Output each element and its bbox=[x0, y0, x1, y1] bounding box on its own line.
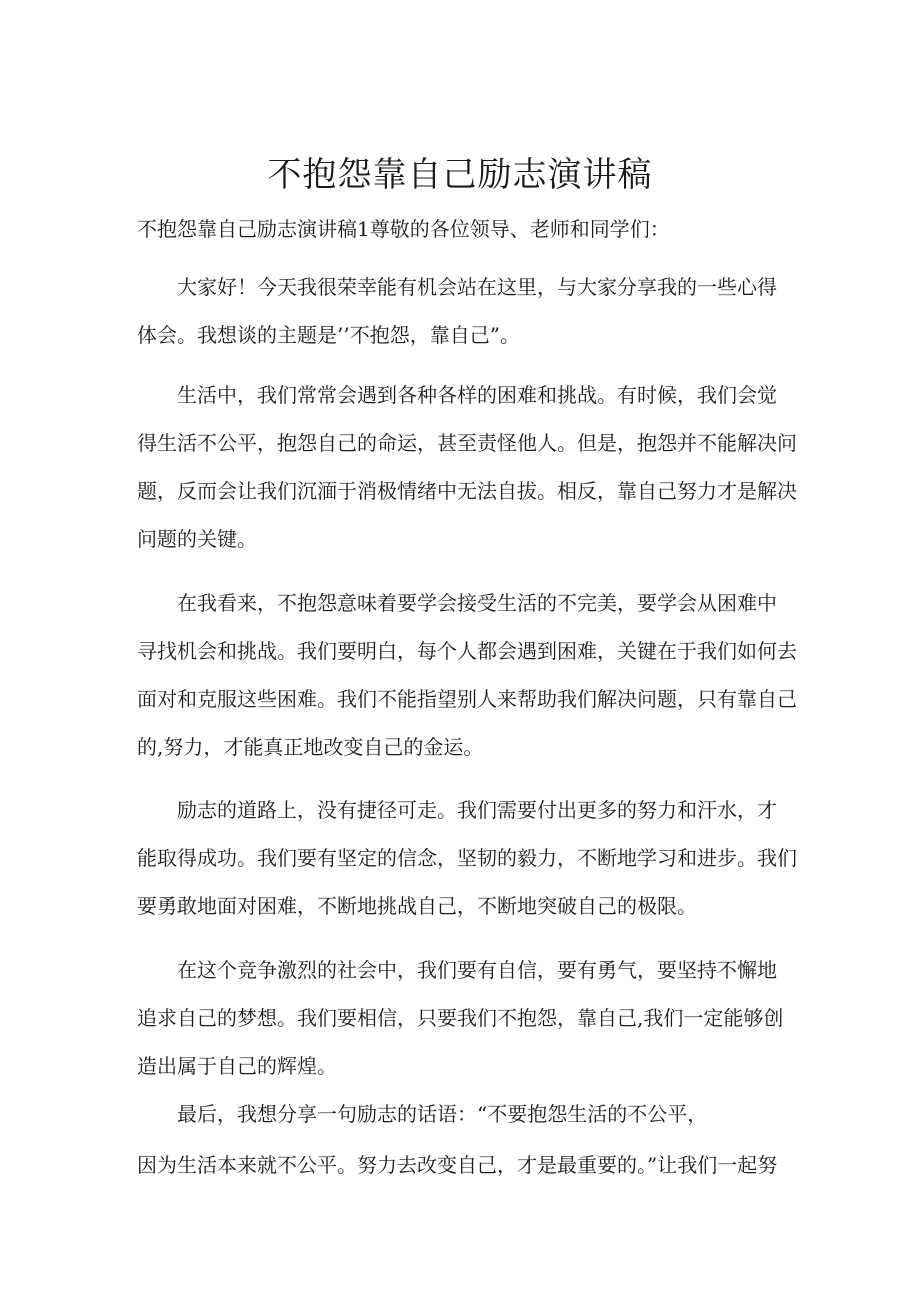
document-title: 不抱怨靠自己励志演讲稿 bbox=[267, 155, 653, 195]
text-line: 体会。我想谈的主题是’’不抱怨，靠自己”。 bbox=[137, 323, 520, 347]
text-line: 励志的道路上，没有捷径可走。我们需要付出更多的努力和汗水，才 bbox=[177, 798, 777, 822]
text-line: 造出属于自己的辉煌。 bbox=[137, 1054, 337, 1078]
text-line: 问题的关键。 bbox=[137, 527, 257, 551]
text-line: 要勇敢地面对困难，不断地挑战自己，不断地突破自己的极限。 bbox=[137, 894, 697, 918]
text-line: 生活中，我们常常会遇到各种各样的困难和挑战。有时候，我们会觉 bbox=[177, 383, 777, 407]
text-line: 最后，我想分享一句励志的话语：“不要抱怨生活的不公平， bbox=[177, 1102, 708, 1126]
text-line: 题，反而会让我们沉湎于消极情绪中无法自拔。相反，靠自己努力才是解决 bbox=[137, 479, 797, 503]
text-line: 追求自己的梦想。我们要相信，只要我们不抱怨，靠自己,我们一定能够创 bbox=[137, 1006, 784, 1030]
text-line: 能取得成功。我们要有坚定的信念，坚韧的毅力，不断地学习和进步。我们 bbox=[137, 846, 797, 870]
text-line: 在这个竞争激烈的社会中，我们要有自信，要有勇气，要坚持不懈地 bbox=[177, 958, 777, 982]
text-line: 面对和克服这些困难。我们不能指望别人来帮助我们解决问题，只有靠自己 bbox=[137, 687, 797, 711]
text-line: 得生活不公平，抱怨自己的命运，甚至责怪他人。但是，抱怨并不能解决问 bbox=[137, 431, 797, 455]
text-line: 在我看来，不抱怨意味着要学会接受生活的不完美，要学会从困难中 bbox=[177, 591, 777, 615]
text-line: 大家好！今天我很荣幸能有机会站在这里，与大家分享我的一些心得 bbox=[177, 275, 777, 299]
text-line: 寻找机会和挑战。我们要明白，每个人都会遇到困难，关键在于我们如何去 bbox=[137, 639, 797, 663]
text-line: 的,努力，才能真正地改变自己的金运。 bbox=[137, 735, 484, 759]
text-line: 因为生活本来就不公平。努力去改变自己，才是最重要的。”让我们一起努 bbox=[137, 1153, 778, 1177]
text-line: 不抱怨靠自己励志演讲稿1尊敬的各位领导、老师和同学们： bbox=[137, 217, 670, 241]
